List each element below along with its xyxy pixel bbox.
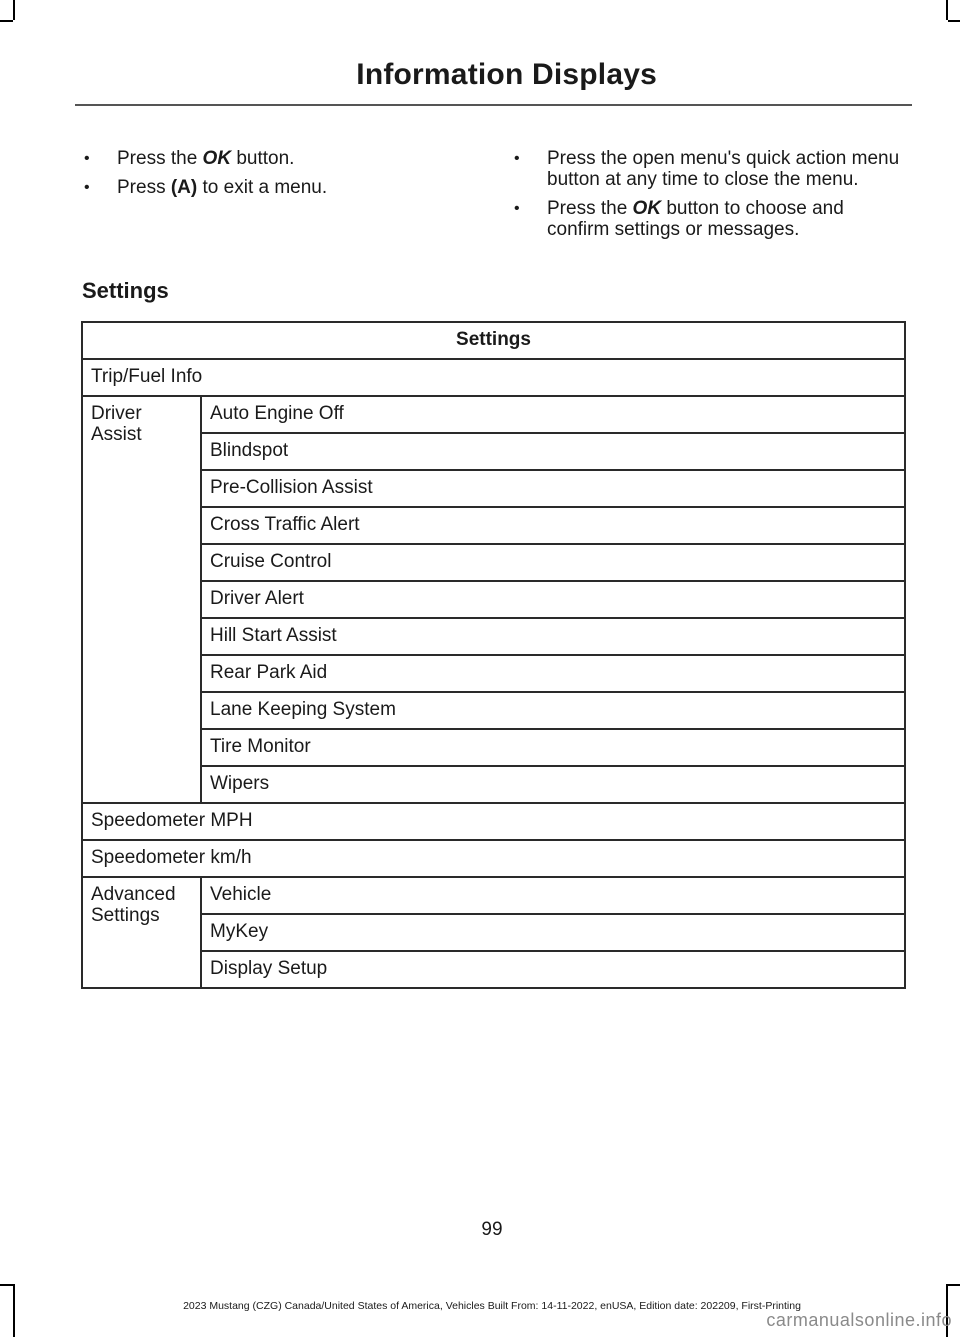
table-row [82, 840, 905, 877]
setting-item: Blindspot [201, 433, 905, 470]
setting-item: Pre-Collision Assist [201, 470, 905, 507]
watermark: carmanualsonline.info [766, 1310, 952, 1330]
crop-mark [0, 1284, 13, 1286]
page-number: 99 [481, 1219, 503, 1240]
bullet-item: • Press the open menu's quick action menu button at any time to close the menu. [514, 148, 900, 190]
setting-item: Speedometer MPH [82, 803, 905, 840]
bullet-dot-icon: • [514, 150, 520, 167]
table-row [82, 544, 905, 581]
table-row [82, 877, 905, 914]
table-row [82, 914, 905, 951]
table-row [82, 618, 905, 655]
table-header: Settings [82, 322, 905, 359]
table-row [82, 655, 905, 692]
group-label: Driver Assist [82, 396, 201, 803]
setting-item: Auto Engine Off [201, 396, 905, 433]
bullet-item: • Press the OK button. [84, 148, 295, 169]
table-row [82, 692, 905, 729]
setting-item: Cruise Control [201, 544, 905, 581]
bullet-dot-icon: • [84, 150, 90, 167]
table-row [82, 359, 905, 396]
crop-mark [0, 20, 13, 22]
table-row [82, 507, 905, 544]
setting-item: Rear Park Aid [201, 655, 905, 692]
table-row [82, 951, 905, 988]
table-row [82, 433, 905, 470]
instructions-right-column [514, 148, 909, 248]
page-title: Information Displays [356, 58, 657, 91]
crop-mark [948, 20, 960, 22]
crop-mark [948, 1284, 960, 1286]
setting-item: Hill Start Assist [201, 618, 905, 655]
group-label: Advanced Settings [82, 877, 201, 988]
setting-item: Speedometer km/h [82, 840, 905, 877]
title-divider [75, 104, 912, 106]
table-row [82, 803, 905, 840]
edition-footer: 2023 Mustang (CZG) Canada/United States of America, Vehicles Built From: 14-11-2022, enUSA, Edition date: 202209, First-Printing [183, 1300, 801, 1312]
setting-item: Driver Alert [201, 581, 905, 618]
bullet-item: • Press (A) to exit a menu. [84, 177, 328, 198]
bullet-dot-icon: • [84, 179, 90, 196]
ok-button-term: OK [632, 198, 662, 219]
table-row [82, 729, 905, 766]
setting-item: Wipers [201, 766, 905, 803]
crop-mark [13, 0, 15, 20]
bullet-dot-icon: • [514, 200, 520, 217]
settings-table [81, 321, 906, 989]
setting-item: Vehicle [201, 877, 905, 914]
setting-item: Lane Keeping System [201, 692, 905, 729]
a-button-term: (A) [170, 177, 198, 198]
table-row [82, 581, 905, 618]
setting-item: Tire Monitor [201, 729, 905, 766]
crop-mark [946, 0, 948, 20]
table-row [82, 396, 905, 433]
setting-item: Cross Traffic Alert [201, 507, 905, 544]
setting-item: Display Setup [201, 951, 905, 988]
table-row [82, 470, 905, 507]
setting-item: Trip/Fuel Info [82, 359, 905, 396]
ok-button-term: OK [202, 148, 232, 169]
bullet-item: • Press the OK button to choose and confirm settings or messages. [514, 198, 844, 240]
instructions-left-column [84, 148, 444, 206]
table-row [82, 766, 905, 803]
section-heading: Settings [82, 278, 169, 303]
table-header-row [82, 322, 905, 359]
setting-item: MyKey [201, 914, 905, 951]
